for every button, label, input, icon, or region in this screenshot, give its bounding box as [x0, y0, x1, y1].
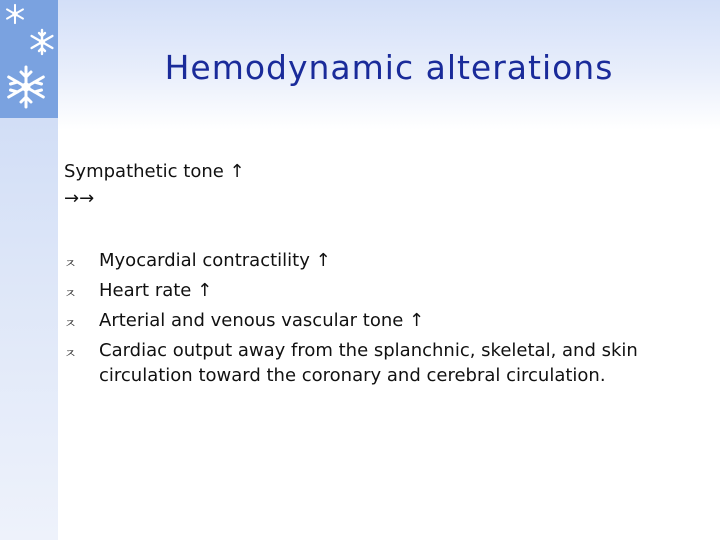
slide-title: Hemodynamic alterations	[164, 48, 614, 87]
bullet-text: Cardiac output away from the splanchnic, skeletal, and skin circulation toward the coronary and cerebral circulation.	[99, 340, 638, 386]
snowflake-icon	[3, 64, 49, 110]
snowflake-icon	[4, 3, 26, 25]
bullet-icon: ㅈ	[64, 257, 77, 272]
list-item	[64, 278, 664, 303]
bullet-icon: ㅈ	[64, 347, 77, 362]
bullet-text: Myocardial contractility ↑	[99, 250, 331, 271]
intro-line-sympathetic: Sympathetic tone ↑	[64, 161, 245, 182]
snowflake-panel	[0, 0, 58, 118]
bullet-text: Heart rate ↑	[99, 280, 213, 301]
snowflake-icon	[28, 28, 56, 56]
list-item	[64, 338, 664, 388]
bullet-icon: ㅈ	[64, 317, 77, 332]
bullet-list	[64, 248, 664, 393]
list-item	[64, 248, 664, 273]
intro-line-arrows: →→	[64, 188, 95, 209]
list-item	[64, 308, 664, 333]
intro-block	[64, 158, 245, 212]
bullet-icon: ㅈ	[64, 287, 77, 302]
bullet-text: Arterial and venous vascular tone ↑	[99, 310, 425, 331]
